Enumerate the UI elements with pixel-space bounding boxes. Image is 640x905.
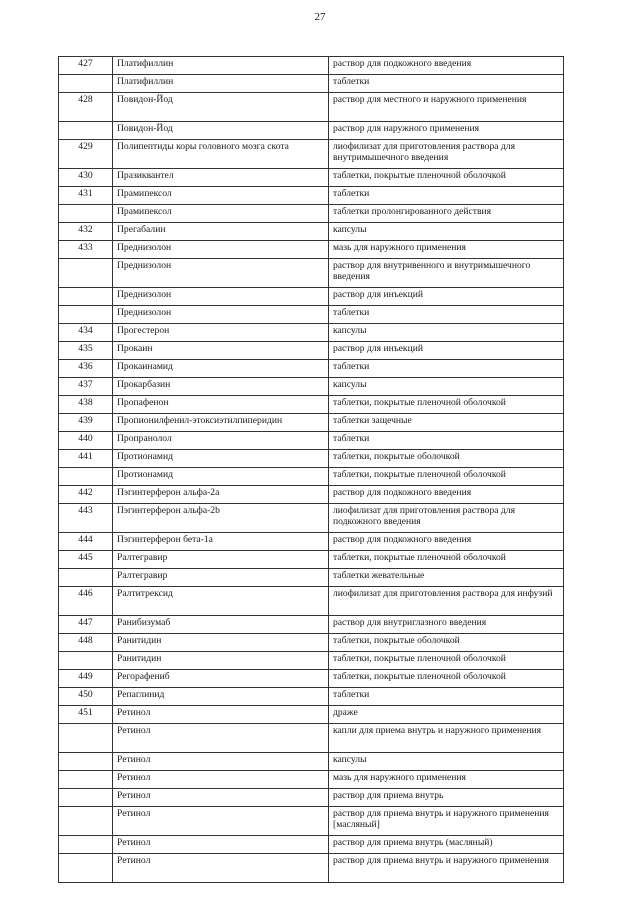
table-row	[59, 486, 564, 504]
dosage-form-cell: раствор для внутриглазного введения	[329, 616, 564, 634]
table-row	[59, 652, 564, 670]
row-number-cell: 431	[59, 187, 113, 205]
table-row	[59, 569, 564, 587]
table-row	[59, 450, 564, 468]
row-number-cell: 449	[59, 670, 113, 688]
dosage-form-cell: таблетки, покрытые пленочной оболочкой	[329, 468, 564, 486]
table-row	[59, 854, 564, 883]
page-number: 27	[314, 11, 326, 23]
dosage-form-cell: лиофилизат для приготовления раствора для внутримышечного введения	[329, 140, 564, 169]
drug-name-cell: Преднизолон	[113, 288, 329, 306]
row-number-cell	[59, 569, 113, 587]
drug-name-cell: Ралтегравир	[113, 551, 329, 569]
drug-name-cell: Ретинол	[113, 771, 329, 789]
dosage-form-cell: лиофилизат для приготовления раствора для подкожного введения	[329, 504, 564, 533]
table-row	[59, 504, 564, 533]
row-number-cell	[59, 789, 113, 807]
row-number-cell: 427	[59, 57, 113, 75]
dosage-form-cell: капсулы	[329, 753, 564, 771]
dosage-form-cell: таблетки	[329, 360, 564, 378]
row-number-cell	[59, 854, 113, 883]
row-number-cell: 448	[59, 634, 113, 652]
dosage-form-cell: таблетки	[329, 75, 564, 93]
table-row	[59, 378, 564, 396]
table-row	[59, 342, 564, 360]
dosage-form-cell: раствор для приема внутрь и наружного применения	[329, 854, 564, 883]
row-number-cell	[59, 652, 113, 670]
row-number-cell: 444	[59, 533, 113, 551]
row-number-cell	[59, 205, 113, 223]
table-row	[59, 836, 564, 854]
dosage-form-cell: капсулы	[329, 324, 564, 342]
table-row	[59, 122, 564, 140]
dosage-form-cell: раствор для подкожного введения	[329, 57, 564, 75]
drug-name-cell: Прокаинамид	[113, 360, 329, 378]
dosage-form-cell: таблетки	[329, 688, 564, 706]
table-row	[59, 396, 564, 414]
row-number-cell	[59, 288, 113, 306]
row-number-cell	[59, 836, 113, 854]
dosage-form-cell: таблетки, покрытые пленочной оболочкой	[329, 551, 564, 569]
dosage-form-cell: таблетки, покрытые оболочкой	[329, 634, 564, 652]
table-row	[59, 706, 564, 724]
table-row	[59, 169, 564, 187]
drug-name-cell: Протионамид	[113, 468, 329, 486]
drug-name-cell: Прогестерон	[113, 324, 329, 342]
row-number-cell: 443	[59, 504, 113, 533]
drug-name-cell: Ретинол	[113, 724, 329, 753]
drug-name-cell: Преднизолон	[113, 306, 329, 324]
row-number-cell: 437	[59, 378, 113, 396]
drug-name-cell: Регорафениб	[113, 670, 329, 688]
drug-name-cell: Ретинол	[113, 789, 329, 807]
dosage-form-cell: раствор для наружного применения	[329, 122, 564, 140]
row-number-cell	[59, 771, 113, 789]
table-row	[59, 414, 564, 432]
drug-name-cell: Полипептиды коры головного мозга скота	[113, 140, 329, 169]
drug-name-cell: Ретинол	[113, 807, 329, 836]
dosage-form-cell: капсулы	[329, 378, 564, 396]
dosage-form-cell: таблетки	[329, 187, 564, 205]
dosage-form-cell: капли для приема внутрь и наружного применения	[329, 724, 564, 753]
table-row	[59, 75, 564, 93]
table-row	[59, 140, 564, 169]
dosage-form-cell: таблетки, покрытые оболочкой	[329, 450, 564, 468]
table-row	[59, 587, 564, 616]
row-number-cell: 430	[59, 169, 113, 187]
drug-name-cell: Ретинол	[113, 753, 329, 771]
row-number-cell: 432	[59, 223, 113, 241]
row-number-cell: 433	[59, 241, 113, 259]
dosage-form-cell: таблетки пролонгированного действия	[329, 205, 564, 223]
row-number-cell: 445	[59, 551, 113, 569]
table-row	[59, 634, 564, 652]
drug-name-cell: Преднизолон	[113, 241, 329, 259]
drug-name-cell: Прокаин	[113, 342, 329, 360]
table-row	[59, 670, 564, 688]
drug-name-cell: Пэгинтерферон альфа-2b	[113, 504, 329, 533]
row-number-cell: 442	[59, 486, 113, 504]
table-row	[59, 205, 564, 223]
dosage-form-cell: мазь для наружного применения	[329, 241, 564, 259]
dosage-form-cell: раствор для приема внутрь и наружного применения [масляный]	[329, 807, 564, 836]
row-number-cell: 428	[59, 93, 113, 122]
drug-name-cell: Ралтегравир	[113, 569, 329, 587]
row-number-cell: 447	[59, 616, 113, 634]
drug-name-cell: Прамипексол	[113, 205, 329, 223]
table-row	[59, 724, 564, 753]
table-row	[59, 187, 564, 205]
row-number-cell: 441	[59, 450, 113, 468]
row-number-cell: 435	[59, 342, 113, 360]
drug-table-body	[59, 57, 564, 883]
drug-name-cell: Повидон-Йод	[113, 93, 329, 122]
drug-name-cell: Платифиллин	[113, 57, 329, 75]
dosage-form-cell: раствор для подкожного введения	[329, 486, 564, 504]
dosage-form-cell: раствор для местного и наружного применения	[329, 93, 564, 122]
row-number-cell: 434	[59, 324, 113, 342]
dosage-form-cell: капсулы	[329, 223, 564, 241]
table-row	[59, 533, 564, 551]
drug-name-cell: Пропранолол	[113, 432, 329, 450]
table-row	[59, 551, 564, 569]
table-row	[59, 807, 564, 836]
drug-name-cell: Ретинол	[113, 836, 329, 854]
row-number-cell	[59, 75, 113, 93]
row-number-cell: 451	[59, 706, 113, 724]
table-row	[59, 432, 564, 450]
drug-name-cell: Ретинол	[113, 706, 329, 724]
table-row	[59, 616, 564, 634]
table-row	[59, 789, 564, 807]
table-row	[59, 688, 564, 706]
dosage-form-cell: раствор для приема внутрь (масляный)	[329, 836, 564, 854]
dosage-form-cell: таблетки, покрытые пленочной оболочкой	[329, 670, 564, 688]
table-row	[59, 468, 564, 486]
row-number-cell: 436	[59, 360, 113, 378]
row-number-cell	[59, 724, 113, 753]
table-row	[59, 324, 564, 342]
drug-name-cell: Репаглинид	[113, 688, 329, 706]
drug-name-cell: Ранитидин	[113, 652, 329, 670]
dosage-form-cell: мазь для наружного применения	[329, 771, 564, 789]
drug-name-cell: Прамипексол	[113, 187, 329, 205]
row-number-cell: 439	[59, 414, 113, 432]
row-number-cell	[59, 259, 113, 288]
dosage-form-cell: раствор для инъекций	[329, 288, 564, 306]
row-number-cell: 440	[59, 432, 113, 450]
drug-name-cell: Пропионилфенил-этоксиэтилпиперидин	[113, 414, 329, 432]
row-number-cell: 438	[59, 396, 113, 414]
table-row	[59, 57, 564, 75]
table-row	[59, 259, 564, 288]
table-row	[59, 753, 564, 771]
drug-name-cell: Прокарбазин	[113, 378, 329, 396]
drug-name-cell: Празиквантел	[113, 169, 329, 187]
dosage-form-cell: таблетки, покрытые пленочной оболочкой	[329, 652, 564, 670]
table-row	[59, 360, 564, 378]
dosage-form-cell: раствор для инъекций	[329, 342, 564, 360]
drug-name-cell: Повидон-Йод	[113, 122, 329, 140]
row-number-cell: 450	[59, 688, 113, 706]
dosage-form-cell: таблетки жевательные	[329, 569, 564, 587]
dosage-form-cell: раствор для внутривенного и внутримышечного введения	[329, 259, 564, 288]
dosage-form-cell: раствор для приема внутрь	[329, 789, 564, 807]
drug-table	[58, 56, 564, 883]
table-row	[59, 93, 564, 122]
row-number-cell	[59, 468, 113, 486]
drug-name-cell: Пропафенон	[113, 396, 329, 414]
row-number-cell	[59, 306, 113, 324]
drug-name-cell: Пэгинтерферон бета-1а	[113, 533, 329, 551]
table-row	[59, 288, 564, 306]
drug-name-cell: Преднизолон	[113, 259, 329, 288]
row-number-cell: 429	[59, 140, 113, 169]
dosage-form-cell: таблетки, покрытые пленочной оболочкой	[329, 396, 564, 414]
drug-name-cell: Ранибизумаб	[113, 616, 329, 634]
dosage-form-cell: таблетки защечные	[329, 414, 564, 432]
row-number-cell: 446	[59, 587, 113, 616]
drug-name-cell: Ралтитрексид	[113, 587, 329, 616]
table-row	[59, 306, 564, 324]
drug-name-cell: Пэгинтерферон альфа-2а	[113, 486, 329, 504]
dosage-form-cell: драже	[329, 706, 564, 724]
table-row	[59, 223, 564, 241]
drug-name-cell: Ретинол	[113, 854, 329, 883]
dosage-form-cell: таблетки	[329, 306, 564, 324]
table-row	[59, 241, 564, 259]
dosage-form-cell: раствор для подкожного введения	[329, 533, 564, 551]
row-number-cell	[59, 122, 113, 140]
dosage-form-cell: лиофилизат для приготовления раствора для инфузий	[329, 587, 564, 616]
row-number-cell	[59, 753, 113, 771]
row-number-cell	[59, 807, 113, 836]
drug-name-cell: Протионамид	[113, 450, 329, 468]
dosage-form-cell: таблетки, покрытые пленочной оболочкой	[329, 169, 564, 187]
drug-name-cell: Ранитидин	[113, 634, 329, 652]
drug-name-cell: Прегабалин	[113, 223, 329, 241]
drug-name-cell: Платифиллин	[113, 75, 329, 93]
table-row	[59, 771, 564, 789]
dosage-form-cell: таблетки	[329, 432, 564, 450]
